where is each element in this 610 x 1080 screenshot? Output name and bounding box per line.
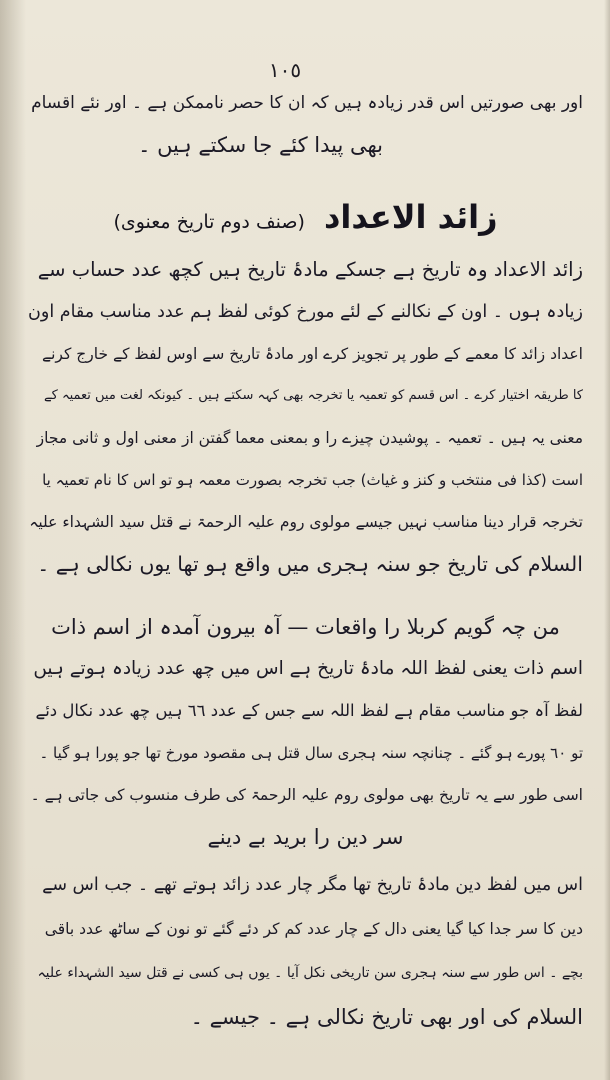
body-line: لفظ آہ جو مناسب مقام ہے لفظ اللہ سے جس کے عدد ٦٦ ہیں چھ عدد نکال دئے (35, 701, 583, 720)
body-line: کا طریقہ اختیار کرے ۔ اس قسم کو تعمیہ یا تخرجہ بھی کہہ سکتے ہیں ۔ کیونکہ لغت میں تعمیہ کے (44, 388, 583, 403)
verse-line: من چہ گویم کربلا را واقعات — آہ بیرون آمدہ از اسم ذات (51, 615, 560, 639)
section-subtitle: (صنف دوم تاریخ معنوی) (113, 211, 305, 233)
body-line: معنی یہ ہیں ۔ تعمیہ ۔ پوشیدن چیزے را و بمعنی معما گفتن از معنی اول و ثانی مجاز (36, 429, 583, 447)
section-heading (28, 198, 583, 236)
body-line: زائد الاعداد وہ تاریخ ہے جسکے مادۂ تاریخ ہیں کچھ عدد حساب سے (37, 258, 583, 281)
body-line: زیادہ ہوں ۔ اون کے نکالنے کے لئے مورخ کوئی لفظ ہم عدد مناسب مقام اون (28, 302, 583, 322)
body-line: بچے ۔ اس طور سے سنہ ہجری سن تاریخی نکل آیا ۔ یوں ہی کسی نے قتل سید الشہداء علیہ (37, 965, 583, 981)
body-line: اعداد زائد کا معمے کے طور پر تجویز کرے اور مادۂ تاریخ سے اوس لفظ کے خارج کرنے (42, 345, 583, 363)
body-line: اسی طور سے یہ تاریخ بھی مولوی روم علیہ الرحمۃ کی طرف منسوب کی جاتی ہے ۔ (30, 786, 583, 804)
intro-line: اور بھی صورتیں اس قدر زیادہ ہیں کہ ان کا حصر ناممکن ہے ۔ اور نئے اقسام (31, 93, 583, 113)
verse-line: سر دین را برید بے دینے (207, 825, 404, 849)
body-line: تخرجہ قرار دینا مناسب نہیں جیسے مولوی روم علیہ الرحمۃ نے قتل سید الشہداء علیہ (29, 513, 583, 531)
section-title: زائد الاعداد (323, 198, 498, 236)
body-line: اس میں لفظ دین مادۂ تاریخ تھا مگر چار عدد زائد ہوتے تھے ۔ جب اس سے (42, 875, 583, 895)
body-line: اسم ذات یعنی لفظ اللہ مادۂ تاریخ ہے اس میں چھ عدد زیادہ ہوتے ہیں (33, 658, 583, 679)
body-line: تو ٦٠ پورے ہو گئے ۔ چنانچہ سنہ ہجری سال قتل ہی مقصود مورخ تھا جو پورا ہو گیا ۔ (39, 744, 583, 762)
page-number: ١٠٥ (268, 58, 302, 82)
body-line: السلام کی تاریخ جو سنہ ہجری میں واقع ہو تھا یوں نکالی ہے ۔ (37, 552, 583, 576)
binding-shadow (0, 0, 26, 1080)
body-line: است (کذا فی منتخب و کنز و غیاث) جب تخرجہ بصورت معمہ ہو تو اس کا نام تعمیہ یا (42, 471, 583, 489)
page-edge-shadow (604, 0, 610, 1080)
intro-line: بھی پیدا کئے جا سکتے ہیں ۔ (138, 133, 383, 157)
body-line: دین کا سر جدا کیا گیا یعنی دال کے چار عدد کم کر دئے گئے تو نون کے ساٹھ عدد باقی (44, 920, 583, 938)
body-line: السلام کی اور بھی تاریخ نکالی ہے ۔ جیسے ۔ (190, 1005, 583, 1029)
